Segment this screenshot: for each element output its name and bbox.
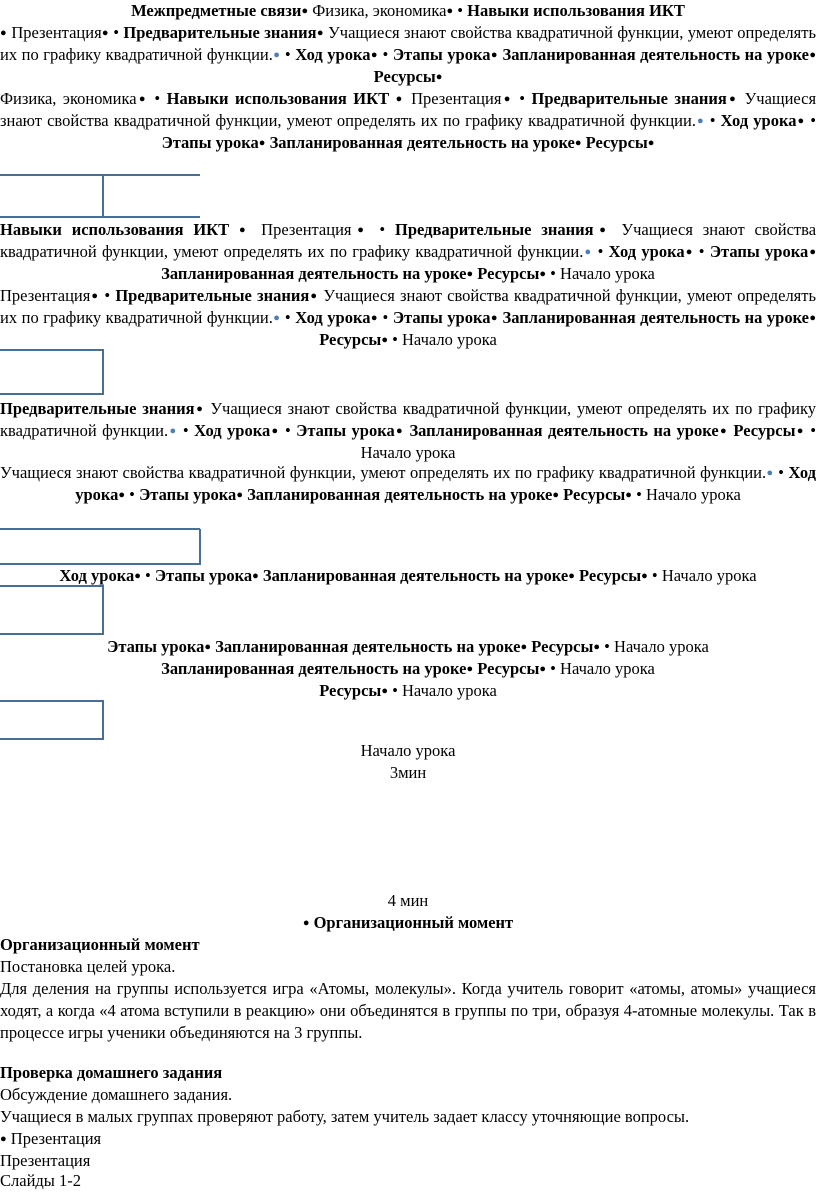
org-heading: ● Организационный момент bbox=[302, 913, 514, 932]
start-label: Начало урока bbox=[360, 741, 456, 760]
header-paragraph-3: Навыки использования ИКТ ● Презентация● • Предварительные знания● Учащиеся знают свойства квадратичной функции, умеют определять их по графику квадратичной функции.● • Ход урока● • Этапы урока● Запланированная деятельность на уроке● Ресурсы● • Начало урока bbox=[0, 220, 816, 283]
resource-presentation-bullet: ● Презентация bbox=[0, 1129, 102, 1148]
org-text: Для деления на группы используется игра «Атомы, молекулы». Когда учитель говорит «атомы, атомы» учащиеся ходят, а когда «4 атома вступили в реакцию» они объединятся в группы по три, образуя 4-атомные молекулы. Так в процессе игры ученики объединяются на 3 группы. bbox=[0, 979, 816, 1042]
header-paragraph-10: Ресурсы● • Начало урока bbox=[319, 681, 497, 700]
frame-box bbox=[0, 349, 104, 395]
resource-presentation: Презентация bbox=[0, 1151, 91, 1170]
header-paragraph-7: Ход урока● • Этапы урока● Запланированная деятельность на уроке● Ресурсы● • Начало урока bbox=[59, 566, 757, 585]
start-time: 3мин bbox=[389, 763, 427, 782]
header-paragraph-8: Этапы урока● Запланированная деятельность на уроке● Ресурсы● • Начало урока bbox=[107, 637, 709, 656]
frame-box bbox=[0, 700, 104, 740]
org-title: Организационный момент bbox=[0, 935, 200, 954]
divider-line bbox=[199, 529, 201, 565]
frame-box bbox=[0, 585, 104, 635]
homework-title: Проверка домашнего задания bbox=[0, 1063, 223, 1082]
homework-discuss: Обсуждение домашнего задания. bbox=[0, 1085, 233, 1104]
divider-line bbox=[0, 216, 200, 218]
divider-line bbox=[102, 175, 104, 217]
org-time: 4 мин bbox=[387, 891, 429, 910]
header-paragraph-2: Физика, экономика● • Навыки использования ИКТ ● Презентация● • Предварительные знания● Учащиеся знают свойства квадратичной функции, умеют определять их по графику квадратичной функции.● • Ход урока● • Этапы урока● Запланированная деятельность на уроке● Ресурсы● bbox=[0, 89, 816, 152]
divider-line bbox=[0, 528, 200, 530]
slides-label: Слайды 1-2 bbox=[0, 1171, 81, 1190]
header-paragraph-4: Презентация● • Предварительные знания● Учащиеся знают свойства квадратичной функции, умеют определять их по графику квадратичной функции.● • Ход урока● • Этапы урока● Запланированная деятельность на уроке● Ресурсы● • Начало урока bbox=[0, 286, 816, 349]
header-paragraph-1: Межпредметные связи● Физика, экономика● • Навыки использования ИКТ ● Презентация● • Предварительные знания● Учащиеся знают свойства квадратичной функции, умеют определять их по графику квадратичной функции.● • Ход урока● • Этапы урока● Запланированная деятельность на уроке● Ресурсы● bbox=[0, 1, 816, 86]
homework-text: Учащиеся в малых группах проверяют работу, затем учитель задает классу уточняющие вопросы. bbox=[0, 1107, 690, 1126]
header-paragraph-5: Предварительные знания● Учащиеся знают свойства квадратичной функции, умеют определять их по графику квадратичной функции.● • Ход урока● • Этапы урока● Запланированная деятельность на уроке● Ресурсы● • Начало урока bbox=[0, 399, 816, 462]
header-paragraph-9: Запланированная деятельность на уроке● Ресурсы● • Начало урока bbox=[161, 659, 655, 678]
header-paragraph-6: Учащиеся знают свойства квадратичной функции, умеют определять их по графику квадратичной функции.● • Ход урока● • Этапы урока● Запланированная деятельность на уроке● Ресурсы● • Начало урока bbox=[0, 463, 816, 504]
divider-line bbox=[0, 174, 200, 176]
org-goal: Постановка целей урока. bbox=[0, 957, 176, 976]
